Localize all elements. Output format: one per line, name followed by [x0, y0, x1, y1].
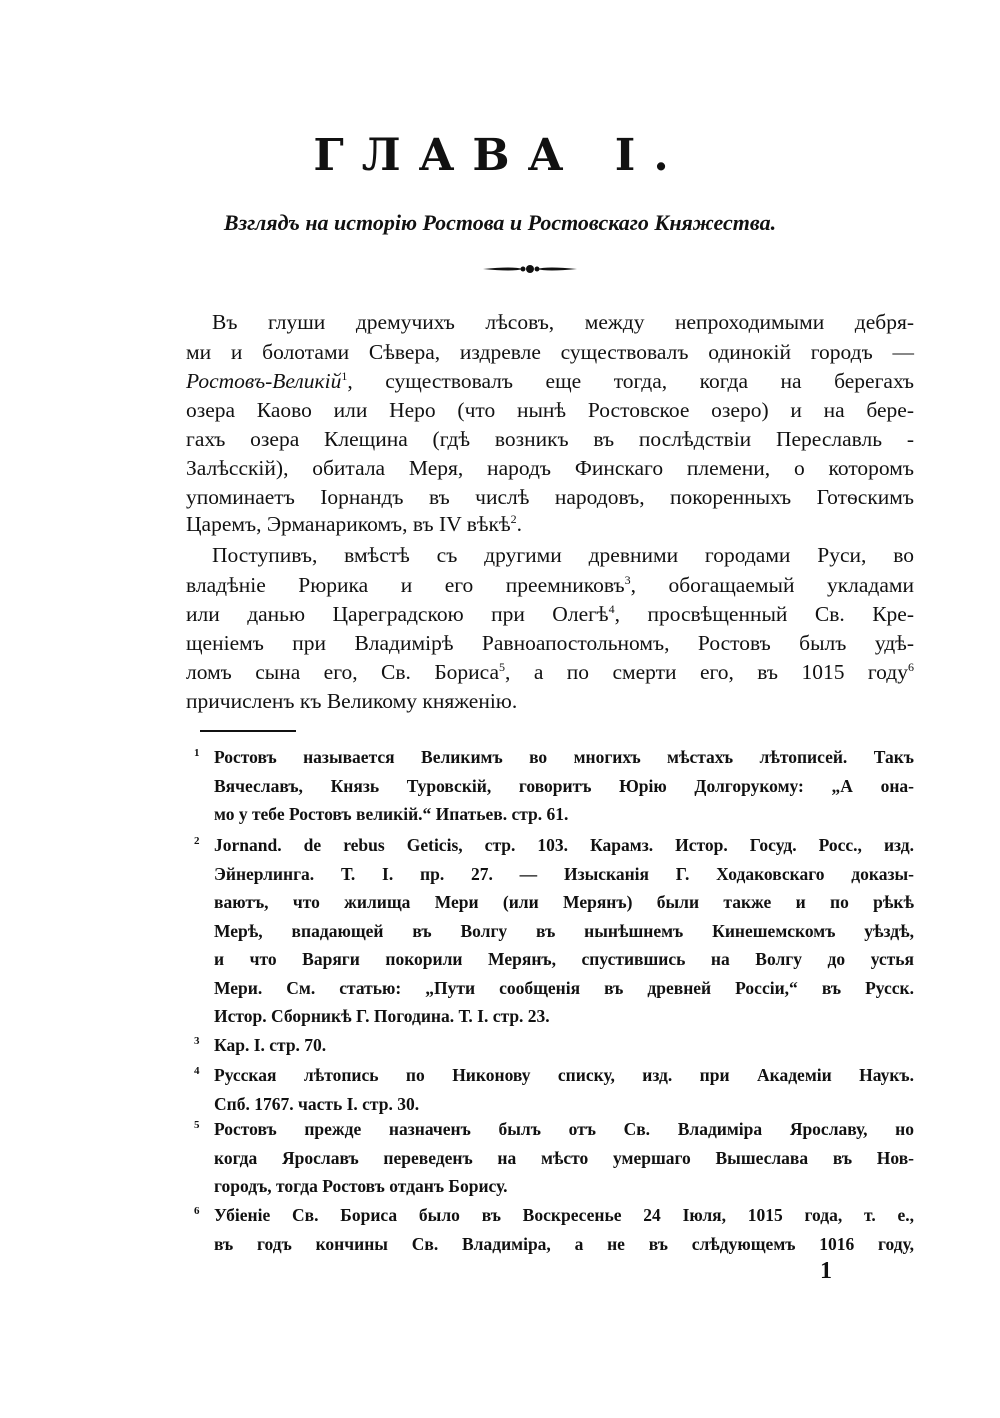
- footnote-text: Ростовъ прежде назначенъ былъ отъ Св. Владиміра Ярославу, но: [214, 1119, 914, 1139]
- footnote-line: [194, 1203, 914, 1227]
- chapter-subtitle: Взглядъ на исторію Ростова и Ростовскаго Княжества.: [223, 210, 777, 235]
- ornament-divider-icon: [483, 262, 577, 276]
- footnote-text: Эйнерлинга. Т. I. пр. 27. — Изысканія Г. Ходаковскаго доказы-: [214, 863, 914, 884]
- footnote-line: [194, 1063, 914, 1087]
- footnote-text: когда Ярославъ переведенъ на мѣсто умершаго Вышеслава въ Нов-: [214, 1147, 914, 1168]
- footnote-text: и что Варяги покорили Мерянъ, спустившись на Волгу до устья: [214, 949, 914, 969]
- footnote-text: Русская лѣтопись по Никонову списку, изд. при Академіи Наукъ.: [214, 1065, 914, 1085]
- body-line: [186, 483, 914, 511]
- footnote-line: [214, 1146, 914, 1170]
- body-line: [186, 338, 914, 366]
- body-line: [186, 425, 914, 453]
- text-run: Царемъ, Эрманарикомъ, въ IV вѣкѣ: [186, 512, 511, 536]
- text-run: Ростовъ-Великій: [186, 369, 342, 393]
- footnote-mark: 6: [194, 1205, 200, 1217]
- footnote-text: мо у тебе Ростовъ великій.“ Ипатьев. стр. 61.: [214, 804, 569, 824]
- footnote-mark: 5: [194, 1119, 200, 1131]
- footnote-line: [194, 1117, 914, 1141]
- footnote-mark: 1: [194, 747, 200, 759]
- text-run: гахъ озера Клещина (гдѣ возникъ въ послѣдствіи Переславль -: [186, 427, 914, 451]
- text-run: владѣніе Рюрика и его преемниковъ: [186, 573, 625, 597]
- footnote-ref: 3: [624, 572, 631, 587]
- body-line: [186, 454, 914, 482]
- footnote-text: Jornand. de rebus Geticis, стр. 103. Карамз. Истор. Госуд. Росс., изд.: [214, 835, 914, 855]
- text-run: озера Каово или Неро (что нынѣ Ростовское озеро) и на бере-: [186, 398, 914, 422]
- footnote-line: [214, 774, 914, 798]
- page-number: 1: [820, 1258, 832, 1284]
- body-line: [212, 308, 914, 336]
- footnote-mark: 4: [194, 1065, 200, 1077]
- footnote-line: [214, 919, 914, 943]
- body-line: [186, 687, 517, 715]
- footnote-text: Спб. 1767. часть I. стр. 30.: [214, 1093, 420, 1114]
- footnote-line: [214, 1004, 550, 1028]
- footnote-line: [214, 976, 914, 1000]
- footnote-text: ваютъ, что жилища Мери (или Мерянъ) были также и по рѣкѣ: [214, 892, 914, 912]
- footnote-mark: 3: [194, 1035, 200, 1047]
- footnote-text: Истор. Сборникѣ Г. Погодина. Т. I. стр. 23.: [214, 1006, 550, 1026]
- footnote-line: [194, 1033, 327, 1057]
- footnote-text: Мерѣ, впадающей въ Волгу въ нынѣшнемъ Кинешемскомъ уѣздѣ,: [214, 920, 914, 941]
- text-run: Залѣсскій), обитала Меря, народъ Финскаго племени, о которомъ: [186, 456, 914, 480]
- footnote-ref: 4: [608, 601, 615, 616]
- text-run: , обогащаемый укладами: [630, 573, 915, 597]
- footnote-line: [194, 833, 914, 857]
- text-run: ми и болотами Сѣвера, издревле существовалъ одинокій городъ —: [186, 340, 914, 364]
- footnote-line: [214, 947, 914, 971]
- footnote-mark: 2: [194, 835, 200, 847]
- text-run: Въ глуши дремучихъ лѣсовъ, между непроходимыми дебря-: [212, 310, 914, 334]
- body-line: [186, 367, 914, 395]
- body-line: [186, 600, 914, 628]
- footnote-line: [214, 1174, 507, 1198]
- footnote-ref: 1: [341, 368, 348, 383]
- body-line: [186, 571, 914, 599]
- footnote-ref: 6: [907, 659, 914, 674]
- footnote-line: [214, 1232, 914, 1256]
- body-line: [186, 629, 914, 657]
- text-run: , существовалъ еще тогда, когда на берегахъ: [347, 369, 914, 393]
- footnote-line: [194, 745, 914, 769]
- body-line: [186, 658, 914, 686]
- body-line: [212, 541, 914, 569]
- footnote-line: [214, 862, 914, 886]
- footnote-text: городъ, тогда Ростовъ отданъ Борису.: [214, 1176, 508, 1196]
- text-run: причисленъ къ Великому княженію.: [186, 689, 518, 713]
- footnote-rule: [200, 730, 296, 732]
- body-line: [186, 510, 522, 538]
- footnote-line: [214, 1092, 419, 1116]
- footnote-text: Кар. I. стр. 70.: [214, 1035, 327, 1055]
- text-run: щеніемъ при Владимірѣ Равноапостольномъ, Ростовъ былъ удѣ-: [186, 631, 914, 655]
- chapter-title: ГЛАВА I.: [313, 130, 687, 181]
- footnote-ref: 5: [499, 659, 506, 674]
- text-run: , а по смерти его, въ 1015 году: [505, 660, 908, 684]
- text-run: упоминаетъ Іорнандъ въ числѣ народовъ, покоренныхъ Готѳскимъ: [186, 485, 914, 509]
- footnote-text: въ годъ кончины Св. Владиміра, а не въ слѣдующемъ 1016 году,: [214, 1233, 914, 1254]
- footnote-text: Убіеніе Св. Бориса было въ Воскресенье 24 Іюля, 1015 года, т. е.,: [214, 1205, 914, 1225]
- footnote-line: [214, 890, 914, 914]
- text-run: Поступивъ, вмѣстѣ съ другими древними городами Руси, во: [212, 543, 914, 567]
- footnote-text: Мери. См. статью: „Пути сообщенія въ древней Россіи,“ въ Русск.: [214, 977, 914, 998]
- footnote-text: Вячеславъ, Князь Туровскій, говоритъ Юрію Долгорукому: „А она-: [214, 775, 914, 796]
- footnote-text: Ростовъ называется Великимъ во многихъ мѣстахъ лѣтописей. Такъ: [214, 747, 914, 767]
- body-line: [186, 396, 914, 424]
- text-run: .: [516, 512, 523, 536]
- footnote-ref: 2: [510, 511, 517, 526]
- text-run: или данью Цареградскою при Олегѣ: [186, 602, 609, 626]
- footnote-line: [214, 802, 568, 826]
- text-run: ломъ сына его, Св. Бориса: [186, 660, 500, 684]
- text-run: , просвѣщенный Св. Кре-: [614, 602, 914, 626]
